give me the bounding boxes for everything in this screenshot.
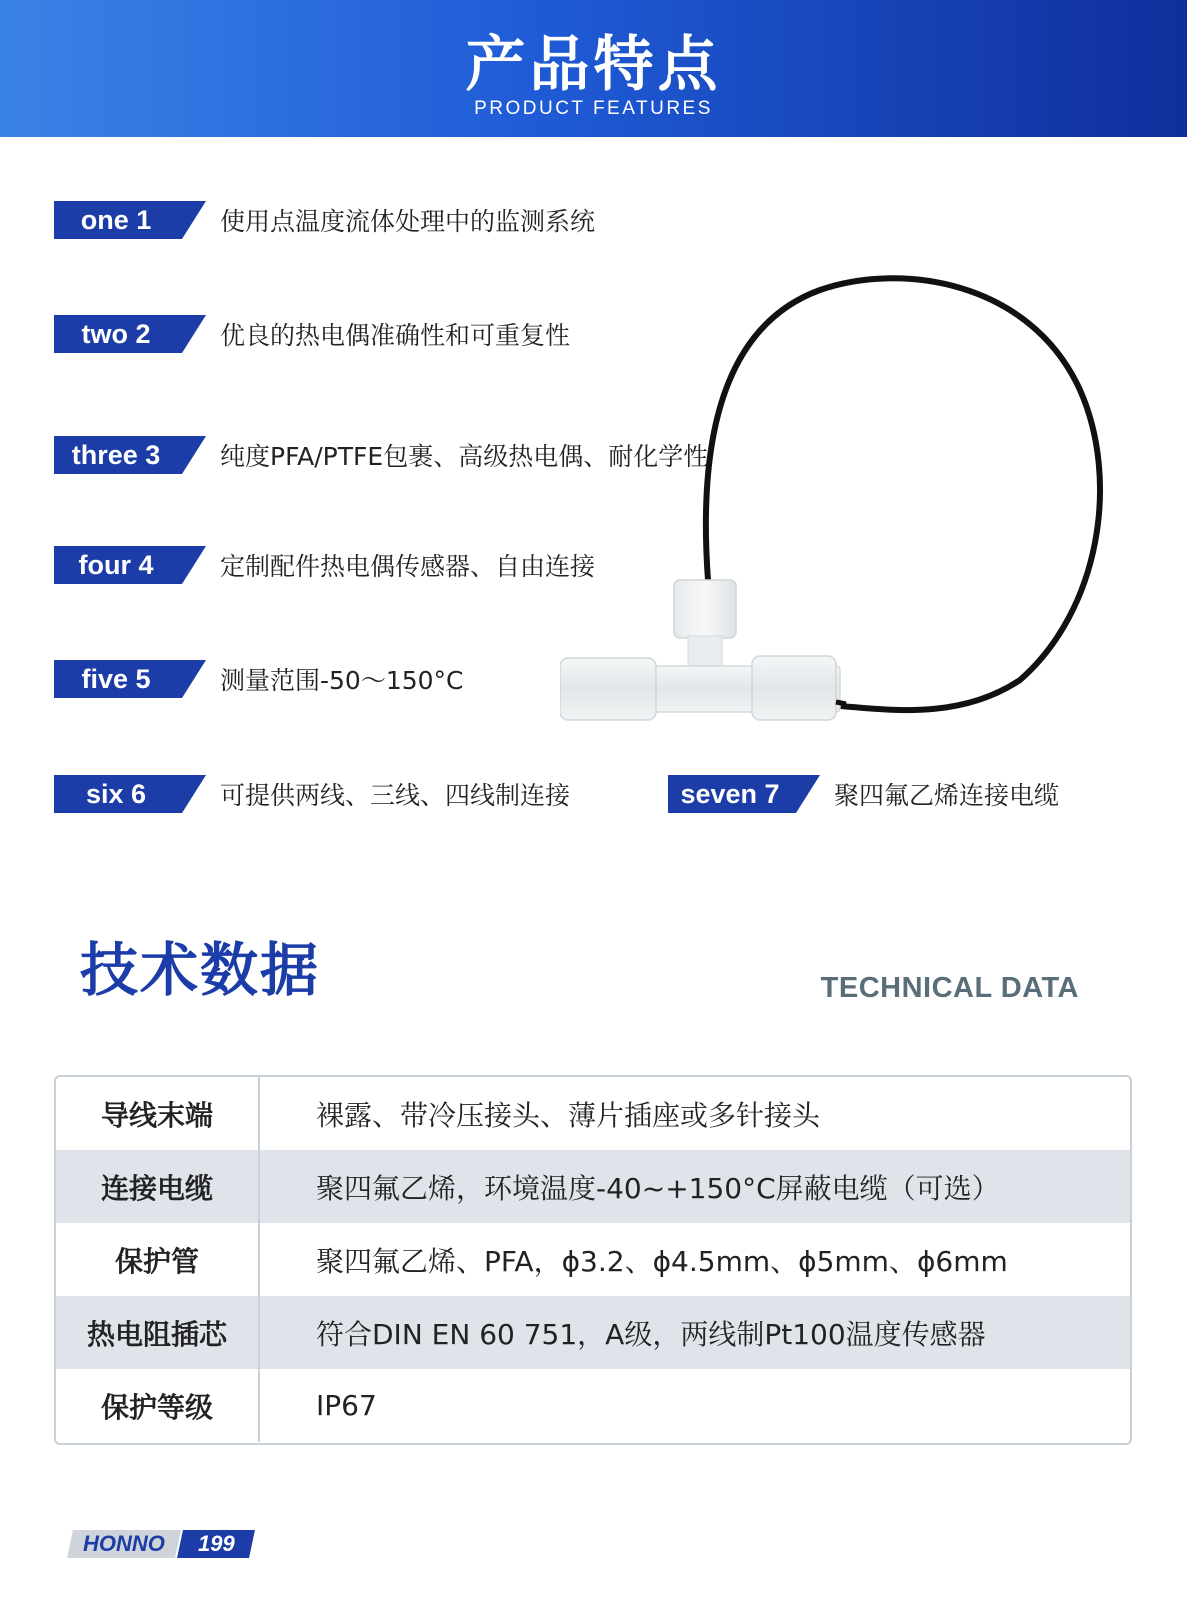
table-row [56,1296,1130,1369]
page-number [177,1530,255,1558]
technical-data-subtitle: TECHNICAL DATA [820,972,1079,1004]
feature-item [54,200,595,240]
page-title: 产品特点 [465,30,722,100]
feature-item [54,314,570,354]
feature-tag: five 5 [54,660,182,698]
left-fitting [560,658,656,720]
footer-brand-label: HONNO [83,1531,165,1556]
row-value: 裸露、带冷压接头、薄片插座或多针接头 [316,1098,821,1132]
feature-text: 纯度PFA/PTFE包裹、高级热电偶、耐化学性 [220,442,709,471]
feature-tag: one 1 [54,201,182,239]
feature-tag: two 2 [54,315,182,353]
table-row [56,1223,1130,1296]
feature-text: 聚四氟乙烯连接电缆 [834,781,1060,810]
row-label: 导线末端 [56,1077,260,1150]
page-subtitle: PRODUCT FEATURES [474,98,713,119]
row-label: 连接电缆 [56,1150,260,1223]
feature-text: 使用点温度流体处理中的监测系统 [220,207,596,236]
feature-text: 测量范围-50～150°C [220,666,464,695]
row-label: 保护等级 [56,1369,260,1442]
top-nut [674,580,736,638]
table-row [56,1150,1130,1223]
cable [706,278,1100,710]
right-fitting [752,656,836,720]
technical-data-table [54,1075,1132,1445]
footer-brand [67,1530,181,1558]
row-value: IP67 [316,1389,377,1422]
row-label: 保护管 [56,1223,260,1296]
row-value: 聚四氟乙烯，环境温度-40~+150°C屏蔽电缆（可选） [316,1171,1000,1205]
feature-item [54,545,595,585]
feature-tag: six 6 [54,775,182,813]
row-value: 符合DIN EN 60 751，A级，两线制Pt100温度传感器 [316,1317,986,1351]
feature-tag: seven 7 [668,775,796,813]
page-number-label: 199 [197,1531,235,1556]
row-label: 热电阻插芯 [56,1296,260,1369]
technical-data-title: 技术数据 [80,936,321,1004]
header-banner [0,0,1187,137]
feature-tag: three 3 [54,436,182,474]
feature-item [54,659,464,699]
feature-item [54,774,570,814]
feature-text: 可提供两线、三线、四线制连接 [220,781,571,810]
feature-tag: four 4 [54,546,182,584]
feature-text: 优良的热电偶准确性和可重复性 [220,321,571,350]
table-row [56,1369,1130,1442]
feature-text: 定制配件热电偶传感器、自由连接 [220,552,596,581]
row-value: 聚四氟乙烯、PFA，ϕ3.2、ϕ4.5mm、ϕ5mm、ϕ6mm [316,1244,1008,1278]
table-row [56,1077,1130,1150]
feature-item [668,774,1059,814]
product-image [560,270,1120,740]
